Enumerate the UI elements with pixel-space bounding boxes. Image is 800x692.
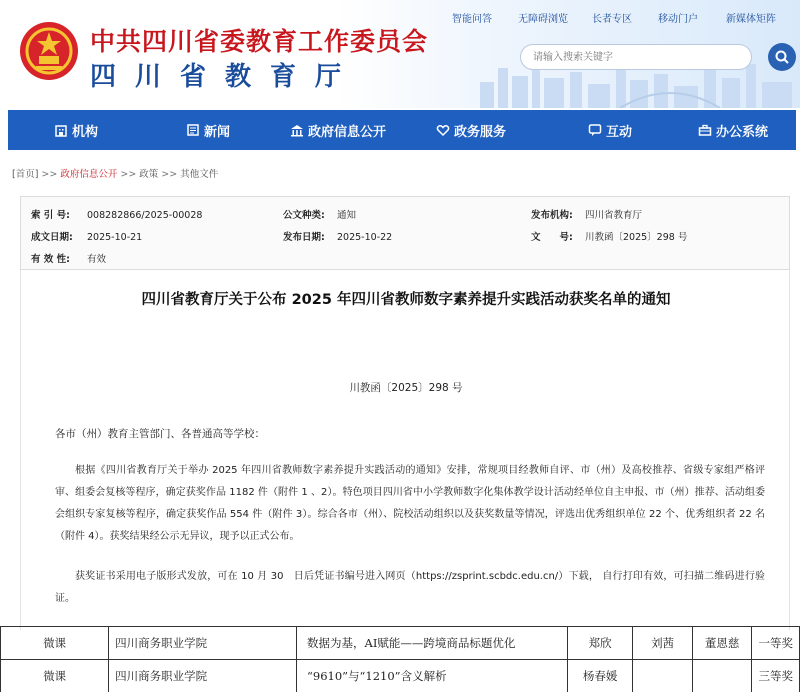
meta-published-value: 2025-10-22 — [337, 232, 393, 243]
meta-created-value: 2025-10-21 — [87, 232, 143, 243]
top-link-mobile[interactable]: 移动门户 — [658, 14, 698, 25]
meta-type-value: 通知 — [337, 210, 357, 221]
meta-index-value: 008282866/2025-00028 — [87, 210, 203, 221]
nav-item-office[interactable] — [698, 110, 768, 150]
nav-item-institution[interactable] — [54, 110, 98, 150]
top-link-new-media[interactable]: 新媒体矩阵 — [726, 14, 776, 25]
national-emblem-logo — [18, 20, 80, 82]
salutation: 各市（州）教育主管部门、各普通高等学校： — [55, 428, 265, 440]
nav-label: 新闻 — [204, 124, 231, 140]
nav-label: 机构 — [72, 124, 99, 140]
nav-label: 政务服务 — [454, 124, 507, 140]
top-link-accessibility[interactable]: 无障碍浏览 — [518, 14, 568, 25]
nav-item-gov-info[interactable] — [290, 110, 386, 150]
nav-item-news[interactable] — [186, 110, 230, 150]
body-paragraph: 根据《四川省教育厅关于举办 2025 年四川省教师数字素养提升实践活动的通知》安排，常规项目经教师自评、市（州）及高校推荐、省级专家组严格评审、组委会复核等程序，确定获奖作品 1182 件（附件 1 、2）。特色项目四川省中小学教师数字化集体教学设计活动经单位自主申报、市（州）推荐、活动组委会组织专家复核等程序，确定获奖作品 554 件（附件 3）。综合各市（州）、院校活动组织以及获奖数量等情况，评选出优秀组织单位 22 个、优秀组织者 22 名（附件 4）。获奖结果经公示无异议，现予以正式公布。 — [55, 465, 765, 542]
building-icon — [54, 123, 68, 137]
meta-published-label: 发布日期: — [283, 232, 325, 243]
office-icon — [698, 123, 712, 137]
nav-label: 互动 — [606, 124, 633, 140]
cell-type: 微课 — [1, 660, 109, 692]
site-header — [0, 0, 800, 108]
main-nav — [8, 110, 796, 150]
top-link-elderly[interactable]: 长者专区 — [592, 14, 632, 25]
document-meta-box — [20, 196, 790, 270]
breadcrumb-policy[interactable]: 政策 — [139, 169, 159, 180]
top-links — [452, 10, 796, 25]
service-icon — [436, 123, 450, 137]
nav-label: 政府信息公开 — [308, 124, 387, 140]
meta-type-label: 公文种类: — [283, 210, 325, 221]
breadcrumb-gov-info[interactable]: 政府信息公开 — [60, 169, 118, 180]
article-body — [20, 270, 790, 630]
document-number: 川教函〔2025〕298 号 — [349, 382, 463, 394]
meta-validity-value: 有效 — [87, 254, 107, 265]
meta-validity-label: 有 效 性: — [31, 254, 70, 265]
top-link-smart-qa[interactable]: 智能问答 — [452, 14, 492, 25]
meta-issuer-label: 发布机构: — [531, 210, 573, 221]
award-table — [0, 626, 800, 692]
body-paragraph: 获奖证书采用电子版形式发放，可在 10 月 30 日后凭证书编号进入网页（https://zsprint.scbdc.edu.cn/）下载， 自行打印有效，可扫描二维码进行验证。 — [55, 571, 765, 604]
nav-item-gov-service[interactable] — [436, 110, 506, 150]
search-button[interactable] — [768, 43, 796, 71]
site-title: 中共四川省委教育工作委员会 — [90, 27, 429, 56]
meta-created-label: 成文日期: — [31, 232, 73, 243]
cell-type: 微课 — [1, 627, 109, 660]
search-icon — [774, 49, 790, 65]
cell-author-3: 董恩慈 — [692, 627, 752, 660]
breadcrumb-separator: >> — [41, 169, 58, 180]
table-row — [1, 660, 800, 692]
cell-author-2 — [633, 660, 692, 692]
cell-author-2: 刘茜 — [633, 627, 692, 660]
table-row — [1, 627, 800, 660]
breadcrumb — [12, 166, 218, 180]
meta-issuer-value: 四川省教育厅 — [585, 210, 643, 221]
nav-label: 办公系统 — [716, 124, 769, 140]
site-subtitle: 四川省教育厅 — [90, 62, 361, 92]
cell-author-3 — [692, 660, 752, 692]
breadcrumb-separator: >> — [161, 169, 178, 180]
search-input[interactable] — [521, 46, 751, 70]
meta-docno-label: 文 号: — [531, 232, 573, 243]
cell-author-1: 杨春媛 — [567, 660, 633, 692]
cell-work-title: 数据为基，AI赋能——跨境商品标题优化 — [297, 627, 568, 660]
government-info-icon — [290, 123, 304, 137]
cell-work-title: “9610”与“1210”含义解析 — [297, 660, 568, 692]
meta-docno-value: 川教函〔2025〕298 号 — [585, 232, 688, 243]
document-title: 四川省教育厅关于公布 2025 年四川省教师数字素养提升实践活动获奖名单的通知 — [141, 292, 671, 308]
cell-author-1: 郑欣 — [567, 627, 633, 660]
search-box — [520, 44, 752, 70]
breadcrumb-other-docs[interactable]: 其他文件 — [180, 169, 219, 180]
cell-prize: 三等奖 — [752, 660, 800, 692]
interaction-icon — [588, 123, 602, 137]
cell-prize: 一等奖 — [752, 627, 800, 660]
cell-school: 四川商务职业学院 — [109, 660, 297, 692]
cell-school: 四川商务职业学院 — [109, 627, 297, 660]
breadcrumb-home[interactable]: [首页] — [12, 169, 39, 180]
meta-index-label: 索 引 号: — [31, 210, 70, 221]
nav-item-interaction[interactable] — [588, 110, 632, 150]
news-icon — [186, 123, 200, 137]
breadcrumb-separator: >> — [120, 169, 137, 180]
